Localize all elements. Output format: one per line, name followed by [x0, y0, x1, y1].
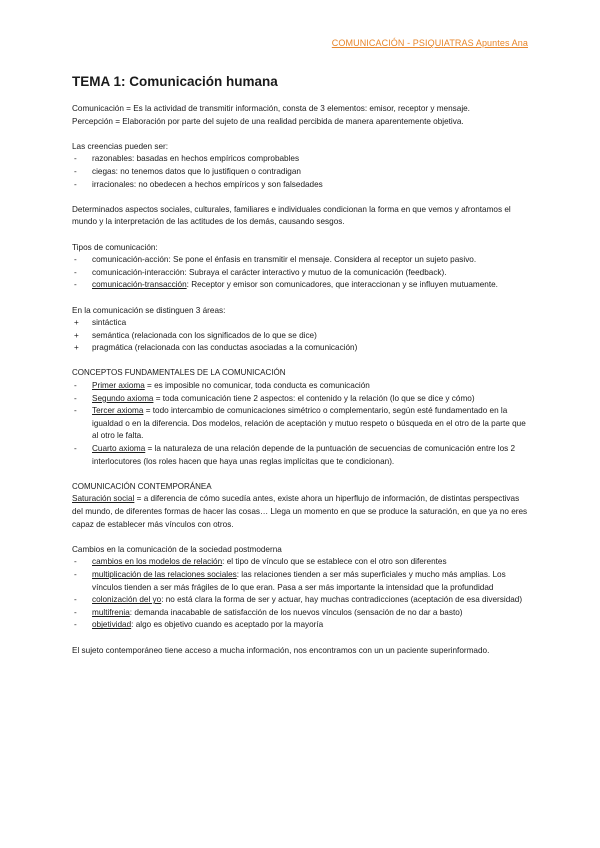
list-item: - irracionales: no obedecen a hechos empíricos y son falsedades: [74, 179, 323, 189]
list-item: - comunicación-acción: Se pone el énfasis en transmitir el mensaje. Considera al receptor un sujeto pasivo.: [74, 255, 477, 265]
saturation-paragraph: Saturación social = a diferencia de cómo sucedía antes, existe ahora un hiperflujo de información, de distintas perspectivas del mundo, de diferentes formas de hacer las cosas… Llega un momento en que se produce la saturación, en que ya no eres capaz de establecer más vínculos con otros.: [72, 494, 528, 529]
definition-percepcion: Percepción = Elaboración por parte del sujeto de una realidad percibida de manera aparentemente objetiva.: [72, 116, 464, 126]
page-content: [72, 74, 532, 657]
list-item: - colonización del yo: no está clara la forma de ser y actuar, hay muchas contradicciones (aceptación de esa diversidad): [74, 595, 523, 605]
list-item: + pragmática (relacionada con las conductas asociadas a la comunicación): [74, 343, 358, 353]
list-item: - ciegas: no tenemos datos que lo justifiquen o contradigan: [74, 166, 301, 176]
types-heading: Tipos de comunicación:: [72, 242, 158, 252]
list-item: - comunicación-transacción: Receptor y emisor son comunicadores, que interaccionan y se influyen mutuamente.: [74, 280, 498, 290]
contemporary-heading: COMUNICACIÓN CONTEMPORÁNEA: [72, 481, 212, 491]
concepts-list: [72, 380, 532, 468]
page-title: TEMA 1: Comunicación humana: [72, 74, 278, 89]
changes-heading: Cambios en la comunicación de la sociedad postmoderna: [72, 544, 282, 554]
list-item: - objetividad: algo es objetivo cuando es aceptado por la mayoría: [74, 620, 324, 630]
closing-paragraph: El sujeto contemporáneo tiene acceso a mucha información, nos encontramos con un un paciente superinformado.: [72, 645, 490, 655]
beliefs-list: [72, 153, 532, 191]
changes-list: [72, 556, 532, 632]
concepts-heading: CONCEPTOS FUNDAMENTALES DE LA COMUNICACIÓN: [72, 368, 286, 378]
list-item: - razonables: basadas en hechos empíricos comprobables: [74, 154, 300, 164]
list-item: - Tercer axioma = todo intercambio de comunicaciones simétrico o complementario, según esté fundamentado en la igualdad o en la diferencia. Dos modelos, relación de aceptación y mutuo respeto o búsqueda en el otro de la parte que al otro le falta.: [74, 406, 526, 441]
list-item: - multiplicación de las relaciones sociales: las relaciones tienden a ser más superficiales y mucho más amplias. Los vínculos tienden a ser más frágiles de lo que eran. Pasa a ser más importante la intensidad que la profundidad: [74, 569, 506, 592]
list-item: - Primer axioma = es imposible no comunicar, toda conducta es comunicación: [74, 381, 370, 391]
document-header: COMUNICACIÓN - PSIQUIATRAS Apuntes Ana: [331, 38, 528, 48]
definition-comunicacion: Comunicación = Es la actividad de transmitir información, consta de 3 elementos: emisor, receptor y mensaje.: [72, 104, 470, 113]
list-item: - Cuarto axioma = la naturaleza de una relación depende de la puntuación de secuencias de comunicación entre los 2 interlocutores (los roles hacen que haya unas reglas implícitas que te condicionan).: [74, 444, 516, 466]
areas-heading: En la comunicación se distinguen 3 áreas:: [72, 305, 226, 315]
aspects-paragraph: Determinados aspectos sociales, culturales, familiares e individuales condicionan la forma en que vemos y afrontamos el mundo y la interpretación de las actitudes de los demás, causando sesgos.: [72, 204, 511, 227]
list-item: + sintáctica: [74, 318, 127, 328]
list-item: + semántica (relacionada con los significados de lo que se dice): [74, 330, 317, 340]
areas-list: [72, 317, 532, 355]
list-item: - Segundo axioma = toda comunicación tiene 2 aspectos: el contenido y la relación (lo que se dice y cómo): [74, 393, 475, 403]
list-item: - multifrenia: demanda inacabable de satisfacción de los nuevos vínculos (sensación de no dar a basto): [74, 607, 463, 617]
beliefs-heading: Las creencias pueden ser:: [72, 141, 169, 151]
types-list: [72, 254, 532, 292]
list-item: - comunicación-interacción: Subraya el carácter interactivo y mutuo de la comunicación (feedback).: [74, 267, 447, 277]
list-item: - cambios en los modelos de relación: el tipo de vínculo que se establece con el otro son diferentes: [74, 557, 447, 567]
